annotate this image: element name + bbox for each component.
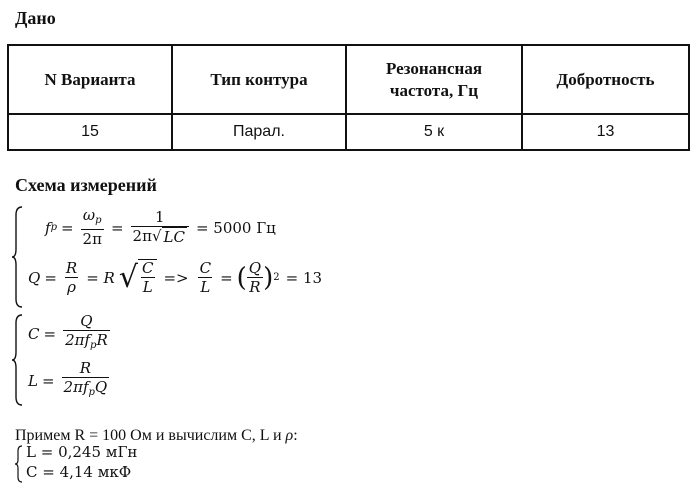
equation-inductance: L = $\frac{R}{2\pi f_pQ}$: [28, 360, 112, 402]
result-inductance: L = 0,245 мГн: [26, 443, 138, 461]
equation-capacitance: C = $\frac{Q}{2\pi f_pR}$: [28, 313, 113, 355]
given-table: [7, 44, 690, 151]
brace-group-2: [10, 313, 26, 407]
equation-quality-factor: Q = $\frac{R}{\rho}$ = R √ $\frac{C}{L}$ => $\frac{C}{L}$ = ( $\frac{Q}{R}$ ) 2 = 13: [28, 258, 323, 296]
brace-group-3: [13, 444, 25, 484]
cell-circuit-type: Парал.: [172, 114, 346, 150]
header-resonant-frequency: Резонансная частота, Гц: [346, 45, 522, 114]
cell-variant: 15: [8, 114, 172, 150]
assumption-text: Примем R = 100 Ом и вычислим C, L и ρ:: [15, 427, 298, 444]
header-quality-factor: Добротность: [522, 45, 689, 114]
brace-group-1: [10, 205, 26, 309]
cell-quality-factor: 13: [522, 114, 689, 150]
scheme-heading: Схема измерений: [15, 175, 157, 195]
header-circuit-type: Тип контура: [172, 45, 346, 114]
result-capacitance: C = 4,14 мкФ: [26, 463, 132, 481]
table-header-row: [8, 45, 689, 114]
table-row: [8, 114, 689, 150]
header-variant: N Варианта: [8, 45, 172, 114]
given-heading: Дано: [15, 8, 56, 28]
equation-resonant-frequency: f p = $\frac{\omega_p}{2\pi}$ = 1 2π √ LC = 5000 Гц: [45, 206, 276, 248]
cell-resonant-frequency: 5 к: [346, 114, 522, 150]
